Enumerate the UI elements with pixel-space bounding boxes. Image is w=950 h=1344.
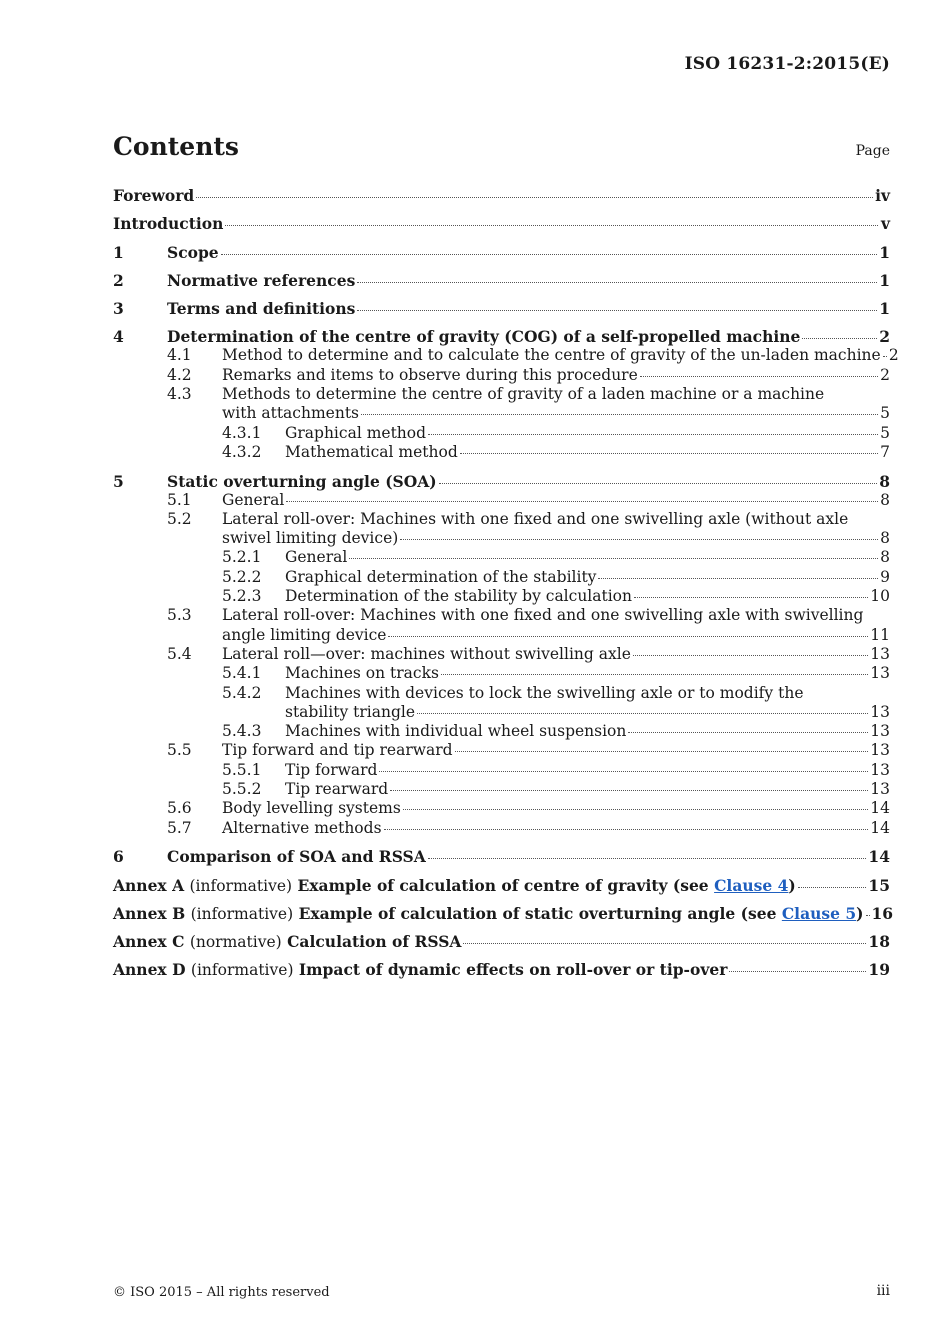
toc-entry-introduction[interactable]: Introduction v <box>113 214 890 234</box>
toc-entry-5-2-2[interactable]: 5.2.2 Graphical determination of the stability 9 <box>222 567 890 586</box>
toc-entry-5-5-1[interactable]: 5.5.1 Tip forward 13 <box>222 760 890 779</box>
toc-entry-4-3-2[interactable]: 4.3.2 Mathematical method 7 <box>222 442 890 461</box>
toc-entry-5-2-cont[interactable]: swivel limiting device) 8 <box>222 529 890 548</box>
toc-entry-5-3-cont[interactable]: angle limiting device 11 <box>222 625 890 644</box>
toc-entry-5-4-2[interactable]: 5.4.2 Machines with devices to lock the swivelling axle or to modify the <box>222 683 804 702</box>
copyright-notice: © ISO 2015 – All rights reserved <box>113 1285 330 1300</box>
toc-entry-2[interactable]: 2 Normative references 1 <box>113 270 890 290</box>
toc-entry-foreword[interactable]: Foreword iv <box>113 186 890 205</box>
toc-entry-5-2-3[interactable]: 5.2.3 Determination of the stability by calculation 10 <box>222 587 890 606</box>
toc-entry-annex-c[interactable]: Annex C (normative) Calculation of RSSA 18 <box>113 932 890 952</box>
toc-entry-5-1[interactable]: 5.1 General 8 <box>167 490 890 509</box>
toc-entry-5-7[interactable]: 5.7 Alternative methods 14 <box>167 818 890 837</box>
toc-entry-5-4-2-cont[interactable]: stability triangle 13 <box>285 702 890 721</box>
page-number: iii <box>876 1283 890 1299</box>
toc-entry-4-1[interactable]: 4.1 Method to determine and to calculate the centre of gravity of the un-laden machine 2 <box>167 346 899 365</box>
toc-entry-4-3-1[interactable]: 4.3.1 Graphical method 5 <box>222 423 890 442</box>
toc-entry-5-4[interactable]: 5.4 Lateral roll—over: machines without swivelling axle 13 <box>167 644 890 663</box>
toc-entry-1[interactable]: 1 Scope 1 <box>113 242 890 262</box>
toc-entry-5[interactable]: 5 Static overturning angle (SOA) 8 <box>113 471 890 491</box>
toc-entry-5-5[interactable]: 5.5 Tip forward and tip rearward 13 <box>167 741 890 760</box>
toc-entry-annex-a[interactable]: Annex A (informative) Example of calculation of centre of gravity (see Clause 4) 15 <box>113 875 890 895</box>
toc-entry-5-4-3[interactable]: 5.4.3 Machines with individual wheel suspension 13 <box>222 722 890 741</box>
toc-entry-5-5-2[interactable]: 5.5.2 Tip rearward 13 <box>222 780 890 799</box>
toc-entry-5-4-1[interactable]: 5.4.1 Machines on tracks 13 <box>222 664 890 683</box>
toc-entry-4-3[interactable]: 4.3 Methods to determine the centre of gravity of a laden machine or a machine <box>167 385 825 404</box>
page-column-label: Page <box>855 143 890 159</box>
table-of-contents <box>113 186 899 980</box>
page-title: Contents <box>113 132 240 161</box>
toc-entry-annex-d[interactable]: Annex D (informative) Impact of dynamic effects on roll-over or tip-over 19 <box>113 960 890 980</box>
toc-entry-3[interactable]: 3 Terms and definitions 1 <box>113 299 890 319</box>
document-id: ISO 16231-2:2015(E) <box>684 54 890 74</box>
toc-entry-4-3-cont[interactable]: with attachments 5 <box>222 404 890 423</box>
toc-entry-4[interactable]: 4 Determination of the centre of gravity (COG) of a self-propelled machine 2 <box>113 327 890 347</box>
clause-4-link[interactable]: Clause 4 <box>714 875 789 895</box>
clause-5-link[interactable]: Clause 5 <box>781 903 857 923</box>
toc-entry-5-2[interactable]: 5.2 Lateral roll-over: Machines with one fixed and one swivelling axle (without axle <box>167 509 849 528</box>
toc-entry-4-2[interactable]: 4.2 Remarks and items to observe during this procedure 2 <box>167 365 890 384</box>
toc-entry-5-3[interactable]: 5.3 Lateral roll-over: Machines with one fixed and one swivelling axle with swivelling <box>167 606 864 625</box>
toc-entry-6[interactable]: 6 Comparison of SOA and RSSA 14 <box>113 847 890 867</box>
toc-entry-annex-b[interactable]: Annex B (informative) Example of calculation of static overturning angle (see Clause 5) 16 <box>113 903 894 923</box>
toc-entry-5-2-1[interactable]: 5.2.1 General 8 <box>222 548 890 567</box>
toc-entry-5-6[interactable]: 5.6 Body levelling systems 14 <box>167 799 890 818</box>
